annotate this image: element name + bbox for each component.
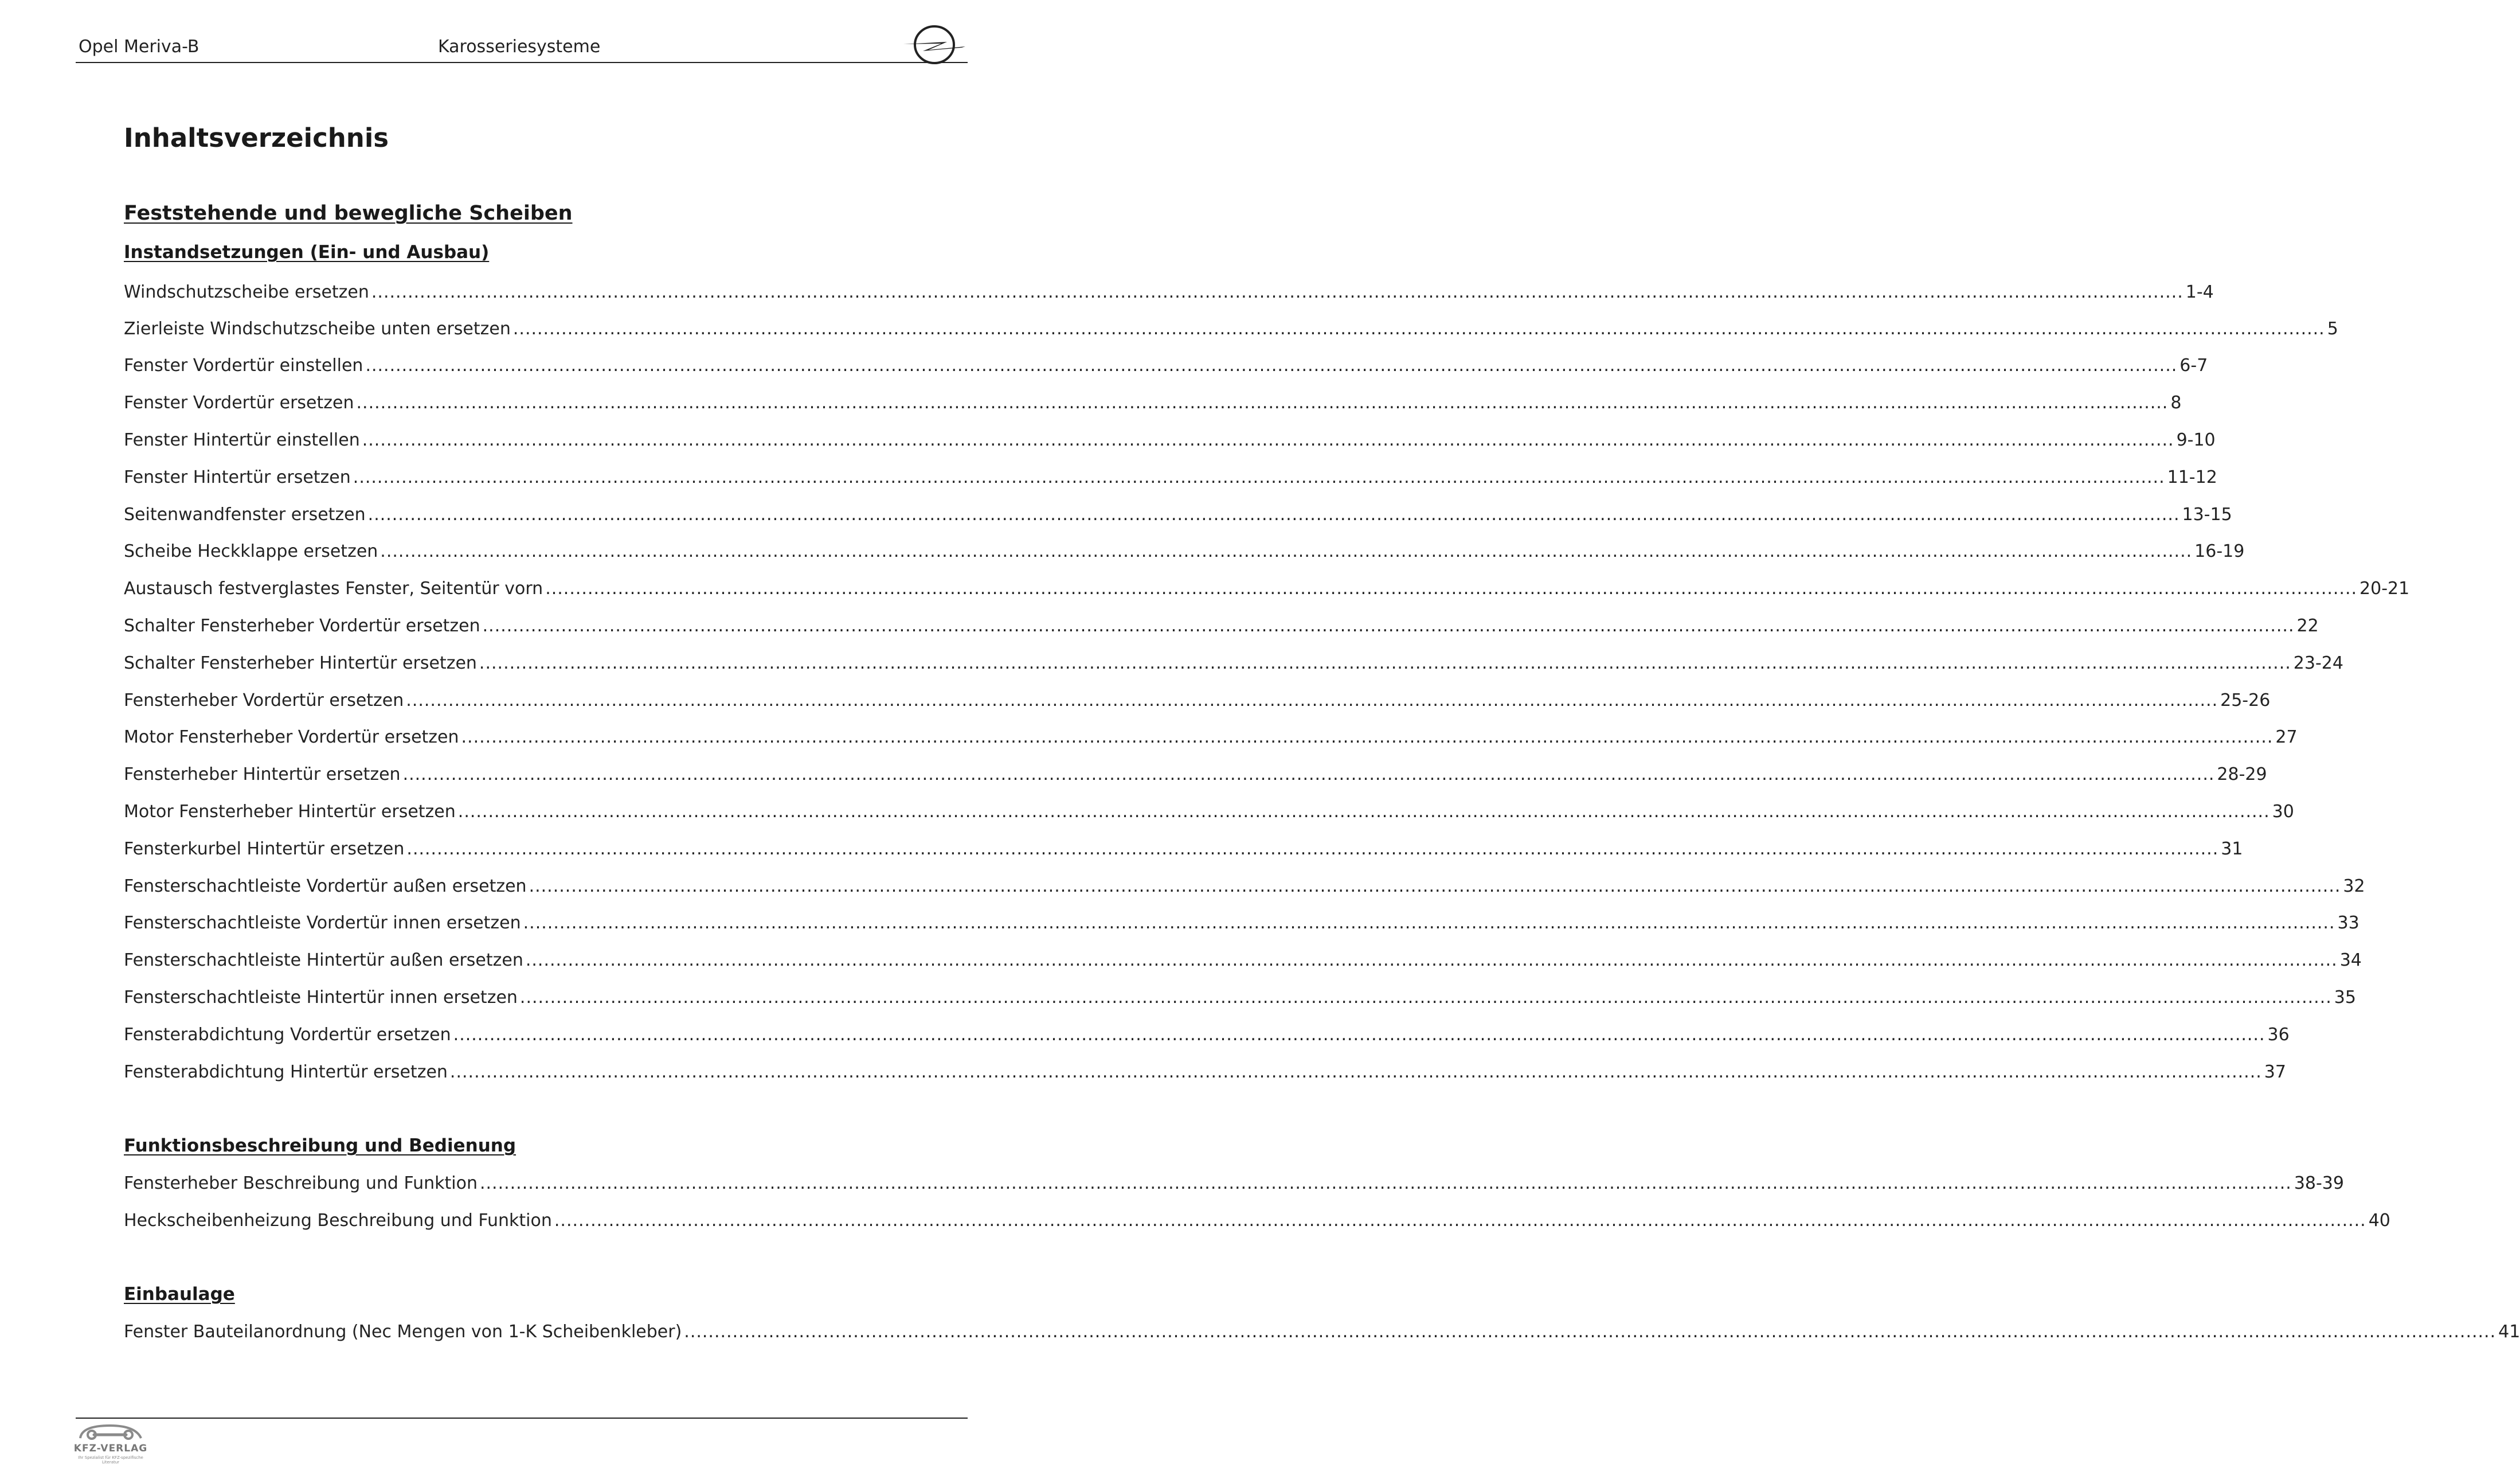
toc-entry[interactable] [124, 430, 2216, 453]
toc-entry[interactable] [124, 764, 2267, 787]
toc-entry-label: Fensterschachtleiste Hintertür innen ersetzen [124, 987, 518, 1008]
dot-leader: ............................................................................................................................................................................................................................................................................................................ [457, 802, 2270, 822]
toc-entry-label: Zierleiste Windschutzscheibe unten ersetzen [124, 319, 511, 339]
toc-entry[interactable] [124, 505, 2232, 528]
toc-entry[interactable] [124, 319, 2338, 342]
dot-leader: ............................................................................................................................................................................................................................................................................................................ [482, 616, 2295, 636]
toc-entry[interactable] [124, 356, 2208, 378]
toc-entry[interactable] [124, 913, 2359, 936]
toc-entry-page: 20-21 [2359, 579, 2410, 599]
dot-leader: ............................................................................................................................................................................................................................................................................................................ [479, 1173, 2292, 1193]
toc-entry[interactable] [124, 950, 2362, 973]
toc-entry-label: Fenster Vordertür einstellen [124, 356, 363, 376]
toc-entry[interactable] [124, 1062, 2286, 1085]
dot-leader: ............................................................................................................................................................................................................................................................................................................ [554, 1211, 2366, 1231]
toc-entry[interactable] [124, 653, 2343, 676]
dot-leader: ............................................................................................................................................................................................................................................................................................................ [523, 913, 2335, 933]
toc-entry-label: Fensterkurbel Hintertür ersetzen [124, 839, 405, 859]
toc-entry-page: 35 [2334, 987, 2356, 1008]
toc-entry[interactable] [124, 1211, 2390, 1233]
dot-leader: ............................................................................................................................................................................................................................................................................................................ [362, 430, 2174, 450]
dot-leader: ............................................................................................................................................................................................................................................................................................................ [512, 319, 2325, 339]
footer-logo [73, 1421, 148, 1465]
toc-entry-page: 30 [2272, 802, 2294, 822]
toc-entry-page: 13-15 [2182, 505, 2232, 525]
toc-entry-label: Fensterabdichtung Vordertür ersetzen [124, 1025, 451, 1045]
toc-entry-page: 36 [2267, 1025, 2290, 1045]
toc-entry-page: 37 [2264, 1062, 2286, 1082]
toc-entry[interactable] [124, 579, 2410, 602]
car-wrench-icon [73, 1421, 148, 1444]
toc-entry[interactable] [124, 876, 2365, 899]
toc-entry-label: Motor Fensterheber Hintertür ersetzen [124, 802, 456, 822]
toc-entry-label: Austausch festverglastes Fenster, Seitentür vorn [124, 579, 543, 599]
dot-leader: ............................................................................................................................................................................................................................................................................................................ [684, 1322, 2496, 1342]
toc-entry[interactable] [124, 987, 2356, 1010]
toc-entry-label: Seitenwandfenster ersetzen [124, 505, 366, 525]
toc-entry[interactable] [124, 541, 2245, 564]
dot-leader: ............................................................................................................................................................................................................................................................................................................ [519, 987, 2332, 1008]
toc-entry-label: Windschutzscheibe ersetzen [124, 282, 369, 302]
dot-leader: ............................................................................................................................................................................................................................................................................................................ [371, 282, 2184, 302]
opel-blitz-icon [901, 23, 968, 67]
toc-entry-label: Fenster Vordertür ersetzen [124, 393, 354, 413]
toc-entry-page: 9-10 [2176, 430, 2216, 450]
dot-leader: ............................................................................................................................................................................................................................................................................................................ [545, 579, 2358, 599]
toc-entry[interactable] [124, 616, 2319, 639]
toc-entry-page: 22 [2296, 616, 2319, 636]
toc-entry-page: 31 [2221, 839, 2243, 859]
toc-entry-label: Fenster Bauteilanordnung (Nec Mengen von 1-K Scheibenkleber) [124, 1322, 682, 1342]
toc-entry-page: 8 [2170, 393, 2182, 413]
dot-leader: ............................................................................................................................................................................................................................................................................................................ [406, 839, 2219, 859]
dot-leader: ............................................................................................................................................................................................................................................................................................................ [380, 541, 2193, 561]
header-section: Karosseriesysteme [438, 37, 601, 57]
toc-entry-page: 5 [2327, 319, 2338, 339]
footer-logo-subtext: Ihr Spezialist für KFZ-spezifische Literatur [78, 1455, 143, 1465]
toc-entry[interactable] [124, 467, 2217, 490]
dot-leader: ............................................................................................................................................................................................................................................................................................................ [461, 727, 2274, 747]
dot-leader: ............................................................................................................................................................................................................................................................................................................ [453, 1025, 2265, 1045]
toc-entry-page: 40 [2368, 1211, 2390, 1231]
toc-entry-label: Fensterschachtleiste Vordertür innen ersetzen [124, 913, 521, 933]
dot-leader: ............................................................................................................................................................................................................................................................................................................ [529, 876, 2341, 896]
toc-entry-page: 23-24 [2293, 653, 2343, 673]
toc-entry-page: 25-26 [2220, 690, 2271, 710]
toc-entry[interactable] [124, 839, 2243, 862]
dot-leader: ............................................................................................................................................................................................................................................................................................................ [402, 764, 2215, 784]
footer-logo-text: KFZ-VERLAG [73, 1443, 148, 1454]
toc-entry[interactable] [124, 690, 2271, 713]
group-heading-einbaulage: Einbaulage [124, 1284, 235, 1305]
dot-leader: ............................................................................................................................................................................................................................................................................................................ [449, 1062, 2262, 1082]
page-title: Inhaltsverzeichnis [124, 123, 389, 153]
toc-entry-page: 28-29 [2217, 764, 2267, 784]
toc-entry-label: Fenster Hintertür ersetzen [124, 467, 351, 487]
dot-leader: ............................................................................................................................................................................................................................................................................................................ [353, 467, 2165, 487]
toc-entry-label: Fenster Hintertür einstellen [124, 430, 360, 450]
header-model: Opel Meriva-B [79, 37, 199, 57]
toc-entry-page: 11-12 [2167, 467, 2217, 487]
dot-leader: ............................................................................................................................................................................................................................................................................................................ [479, 653, 2291, 673]
toc-entry-page: 34 [2339, 950, 2362, 970]
section-heading: Feststehende und bewegliche Scheiben [124, 202, 573, 225]
toc-entry-label: Fensterheber Hintertür ersetzen [124, 764, 401, 784]
toc-entry[interactable] [124, 727, 2298, 750]
group-heading-instandsetzungen: Instandsetzungen (Ein- und Ausbau) [124, 242, 490, 263]
page-header [76, 36, 968, 63]
toc-entry[interactable] [124, 1025, 2290, 1048]
dot-leader: ............................................................................................................................................................................................................................................................................................................ [356, 393, 2169, 413]
toc-entry-label: Fensterschachtleiste Hintertür außen ersetzen [124, 950, 523, 970]
toc-entry-page: 27 [2275, 727, 2298, 747]
toc-entry[interactable] [124, 802, 2294, 825]
footer-rule [76, 1418, 968, 1419]
toc-entry[interactable] [124, 1173, 2344, 1196]
toc-entry-page: 6-7 [2179, 356, 2208, 376]
toc-entry-label: Motor Fensterheber Vordertür ersetzen [124, 727, 459, 747]
toc-entry-label: Schalter Fensterheber Hintertür ersetzen [124, 653, 477, 673]
toc-entry-label: Schalter Fensterheber Vordertür ersetzen [124, 616, 480, 636]
toc-entry-label: Fensterabdichtung Hintertür ersetzen [124, 1062, 448, 1082]
toc-entry-page: 32 [2343, 876, 2365, 896]
dot-leader: ............................................................................................................................................................................................................................................................................................................ [367, 505, 2180, 525]
toc-entry[interactable] [124, 1322, 2520, 1345]
dot-leader: ............................................................................................................................................................................................................................................................................................................ [525, 950, 2338, 970]
group-heading-funktionsbeschreibung: Funktionsbeschreibung und Bedienung [124, 1135, 516, 1156]
toc-entry-label: Heckscheibenheizung Beschreibung und Funktion [124, 1211, 552, 1231]
toc-entry-page: 41 [2498, 1322, 2520, 1342]
toc-entry-page: 33 [2337, 913, 2359, 933]
toc-entry-label: Fensterheber Beschreibung und Funktion [124, 1173, 478, 1193]
toc-entry-page: 16-19 [2194, 541, 2245, 561]
toc-entry-label: Fensterschachtleiste Vordertür außen ersetzen [124, 876, 527, 896]
toc-entry-label: Fensterheber Vordertür ersetzen [124, 690, 404, 710]
toc-entry-page: 38-39 [2294, 1173, 2344, 1193]
toc-entry-page: 1-4 [2185, 282, 2214, 302]
dot-leader: ............................................................................................................................................................................................................................................................................................................ [406, 690, 2218, 710]
toc-entry[interactable] [124, 282, 2214, 305]
toc-entry[interactable] [124, 393, 2182, 416]
dot-leader: ............................................................................................................................................................................................................................................................................................................ [365, 356, 2178, 376]
toc-entry-label: Scheibe Heckklappe ersetzen [124, 541, 378, 561]
